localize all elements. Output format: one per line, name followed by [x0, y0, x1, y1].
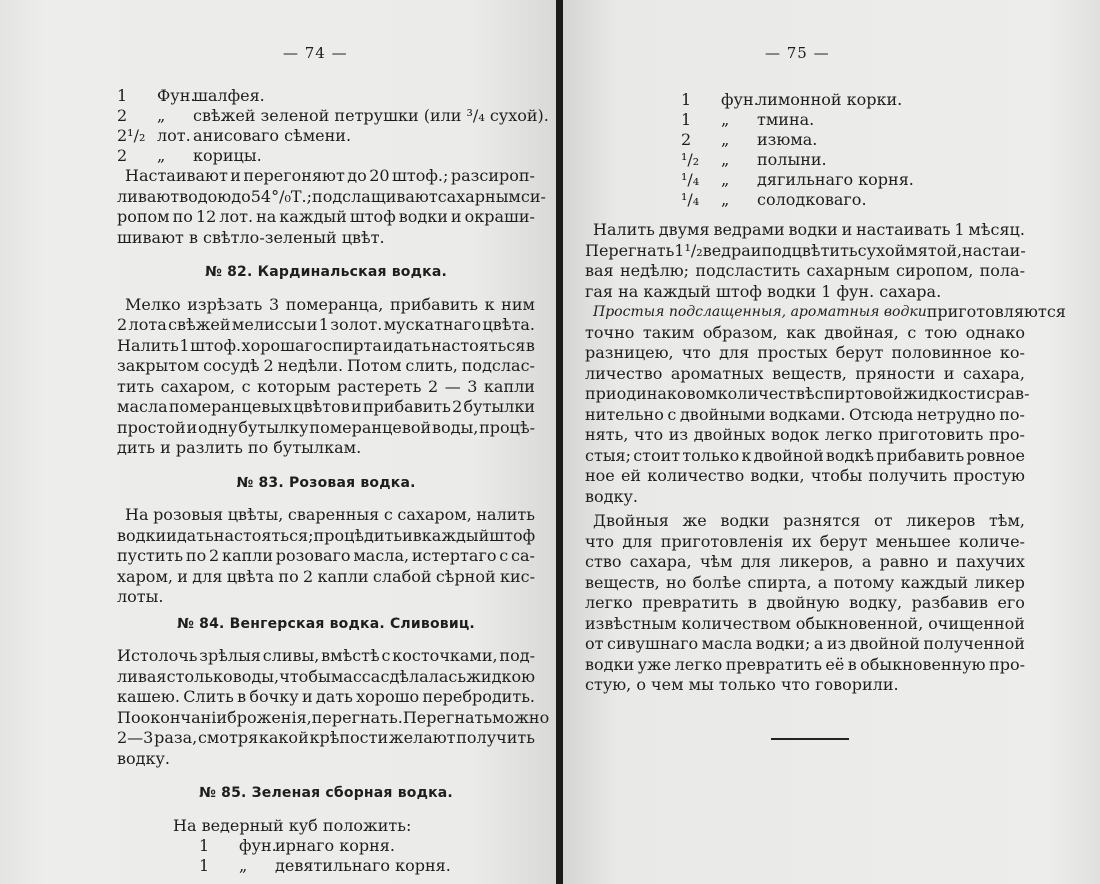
ingredient-list — [585, 90, 1025, 210]
paragraph — [117, 295, 535, 459]
ingredient-item: ирнаго корня. — [275, 836, 395, 855]
ingredient-item: тмина. — [757, 110, 815, 129]
recipe-heading: № 82. Кардинальская водка. — [204, 264, 447, 280]
text-line: разницею, что для простых берут половинное ко- — [585, 343, 1025, 362]
text-line: Истолочь зрѣлыя сливы, вмѣстѣ с косточками, под- — [117, 646, 535, 665]
ingredient-row — [117, 146, 535, 166]
text-line: Настаивают и перегоняют до 20 штоф.; разсироп- — [125, 166, 535, 185]
page-number: — 75 — — [765, 44, 830, 62]
text-line: при одинаковом количествѣ спиртовой жидкости срав- — [585, 384, 1030, 403]
paragraph — [117, 505, 535, 608]
text-line: личество ароматных веществ, пряности и сахара, — [585, 363, 1025, 383]
text-line: водку. — [117, 748, 170, 768]
ingredient-item: свѣжей зеленой петрушки (или ³/₄ сухой). — [193, 106, 549, 125]
left-page-text — [117, 86, 550, 876]
ingredient-unit: „ — [721, 190, 730, 209]
ingredient-qty: 2 — [117, 146, 128, 165]
ingredient-item: анисоваго сѣмени. — [193, 126, 352, 145]
ingredient-row — [681, 110, 1025, 130]
ingredient-row — [117, 126, 535, 146]
text-line: ное ей количество водки, чтобы получить простую — [585, 466, 1025, 485]
text-line: тить сахаром, с которым растереть 2 — 3 капли — [117, 376, 535, 396]
text-line: водки и дать настояться; процѣдить и в каждый штоф — [117, 525, 536, 545]
ingredient-row — [681, 150, 1025, 170]
text-line: Налить двумя ведрами водки и настаивать 1 мѣсяц. — [593, 220, 1025, 239]
lead-rest: приготовляются — [926, 302, 1066, 321]
ingredient-qty: 2¹/₂ — [117, 126, 146, 145]
ingredient-row — [199, 856, 535, 876]
text-line: На розовыя цвѣты, сваренныя с сахаром, налить — [125, 505, 535, 524]
ingredient-unit: Фун. — [157, 86, 196, 105]
text-line: 2 лота свѣжей мелиссы и 1 золот. мускатнаго цвѣта. — [117, 315, 535, 334]
ingredient-qty: ¹/₄ — [681, 170, 700, 189]
text-line: лоты. — [117, 587, 164, 606]
text-line: вая недѣлю; подсластить сахарным сиропом, пола- — [585, 261, 1025, 280]
ingredient-unit: „ — [157, 106, 166, 125]
ingredient-row — [199, 836, 535, 856]
ingredient-unit: „ — [157, 146, 166, 165]
ingredient-unit: лот. — [157, 126, 191, 145]
paragraph — [585, 322, 1030, 508]
paragraph-lead-line — [585, 302, 1066, 323]
text-line: кашею. Слить в бочку и дать хорошо перебродить. — [117, 687, 535, 706]
ingredient-list — [117, 836, 535, 876]
text-line: веществ, но болѣе спирта, а потому каждый ликер — [585, 572, 1025, 592]
text-line: водки уже легко превратить её в обыкновенную про- — [585, 654, 1025, 674]
paragraph — [585, 220, 1025, 302]
end-rule — [771, 738, 849, 740]
ingredient-qty: ¹/₄ — [681, 190, 700, 209]
ingredient-row — [681, 170, 1025, 190]
italic-lead: Простыя подслащенныя, ароматныя водки — [593, 304, 927, 320]
ingredient-row — [681, 190, 1025, 210]
ingredient-unit: „ — [721, 110, 730, 129]
recipe-heading: № 84. Венгерская водка. Сливовиц. — [177, 615, 475, 632]
recipe-heading: № 83. Розовая водка. — [236, 474, 416, 491]
ingredient-item: дягильнаго корня. — [757, 170, 914, 189]
text-line: Налить 1 штоф. хорошаго спирта и дать настояться в — [117, 335, 535, 355]
text-line: легко превратить в двойную водку, разбавив его — [585, 593, 1025, 612]
ingredient-row — [117, 86, 535, 106]
text-line: дить и разлить по бутылкам. — [117, 438, 362, 457]
text-line: извѣстным количеством обыкновенной, очищенной — [585, 613, 1025, 633]
ingredient-unit: фун. — [239, 836, 277, 855]
text-line: пустить по 2 капли розоваго масла, истертаго с са- — [117, 546, 535, 565]
text-line: водку. — [585, 486, 638, 506]
ingredient-row — [117, 106, 549, 126]
ingredient-qty: 1 — [117, 86, 128, 105]
text-line: гая на каждый штоф водки 1 фун. сахара. — [585, 281, 942, 301]
text-line: закрытом сосудѣ 2 недѣли. Потом слить, подслас- — [117, 356, 535, 375]
paragraph — [117, 646, 550, 769]
book-gutter — [556, 0, 563, 884]
text-line: ливают водою до 54°/₀ Т.; подслащивают сахарным си- — [117, 186, 546, 206]
ingredient-qty: 1 — [681, 90, 692, 109]
ingredient-item: лимонной корки. — [757, 90, 903, 109]
recipe-heading: № 85. Зеленая сборная водка. — [199, 785, 453, 801]
text-line: стыя; стоит только к двойной водкѣ прибавить ровное — [585, 445, 1025, 465]
ingredient-qty: 2 — [681, 130, 692, 149]
ingredient-item: солодковаго. — [757, 190, 867, 209]
page-number: — 74 — — [283, 44, 348, 62]
text-line: 2—3 раза, смотря какой крѣпости желают получить — [117, 728, 535, 747]
ingredient-unit: фун. — [721, 90, 759, 109]
ingredient-unit: „ — [721, 150, 730, 169]
ingredient-qty: 1 — [681, 110, 692, 129]
paragraph — [585, 511, 1025, 696]
paragraph — [117, 166, 546, 248]
text-line: Мелко изрѣзать 3 померанца, прибавить к ним — [125, 294, 535, 314]
text-line: По окончаніи броженія, перегнать. Перегнать можно — [117, 707, 550, 727]
ingredient-item: полыни. — [757, 150, 827, 169]
ingredient-qty: 2 — [117, 106, 128, 125]
text-line: Двойныя же водки разнятся от ликеров тѣм, — [593, 511, 1025, 530]
ingredient-qty: 1 — [199, 836, 210, 855]
ingredient-item: корицы. — [193, 146, 262, 165]
ingredient-item: девятильнаго корня. — [275, 856, 451, 875]
text-line: нительно с двойными водками. Отсюда нетрудно по- — [585, 404, 1025, 424]
text-line: харом, и для цвѣта по 2 капли слабой сѣрной кис- — [117, 566, 535, 586]
ingredient-list — [117, 86, 549, 166]
ingredient-intro: На ведерный куб положить: — [173, 815, 412, 835]
text-line: точно таким образом, как двойная, с тою однако — [585, 322, 1025, 342]
ingredient-qty: ¹/₂ — [681, 150, 700, 169]
text-line: Перегнать 1¹/₂ ведра и подцвѣтить сухой мятой, настаи- — [585, 240, 1026, 260]
ingredient-row — [681, 130, 1025, 150]
ingredient-item: изюма. — [757, 130, 818, 149]
ingredient-unit: „ — [239, 856, 248, 875]
right-page-text — [585, 90, 1066, 696]
text-line: нять, что из двойных водок легко приготовить про- — [585, 425, 1025, 444]
text-line: ропом по 12 лот. на каждый штоф водки и окраши- — [117, 207, 535, 226]
text-line: что для приготовленія их берут меньшее количе- — [585, 531, 1025, 551]
right-page — [563, 0, 1100, 884]
text-line: масла померанцевых цвѣтов и прибавить 2 бутылки — [117, 397, 535, 416]
text-line: ство сахара, чѣм для ликеров, а равно и пахучих — [585, 552, 1025, 571]
text-line: шивают в свѣтло-зеленый цвѣт. — [117, 227, 385, 247]
text-line: простой и одну бутылку померанцевой воды, процѣ- — [117, 417, 535, 437]
ingredient-unit: „ — [721, 130, 730, 149]
text-line: от сивушнаго масла водки; а из двойной полученной — [585, 634, 1025, 653]
text-line: стую, о чем мы только что говорили. — [585, 675, 899, 694]
ingredient-item: шалфея. — [193, 86, 265, 105]
ingredient-qty: 1 — [199, 856, 210, 875]
ingredient-row — [681, 90, 1025, 110]
text-line: ливая столько воды, чтобы масса сдѣлалась жидкою — [117, 666, 535, 686]
ingredient-unit: „ — [721, 170, 730, 189]
